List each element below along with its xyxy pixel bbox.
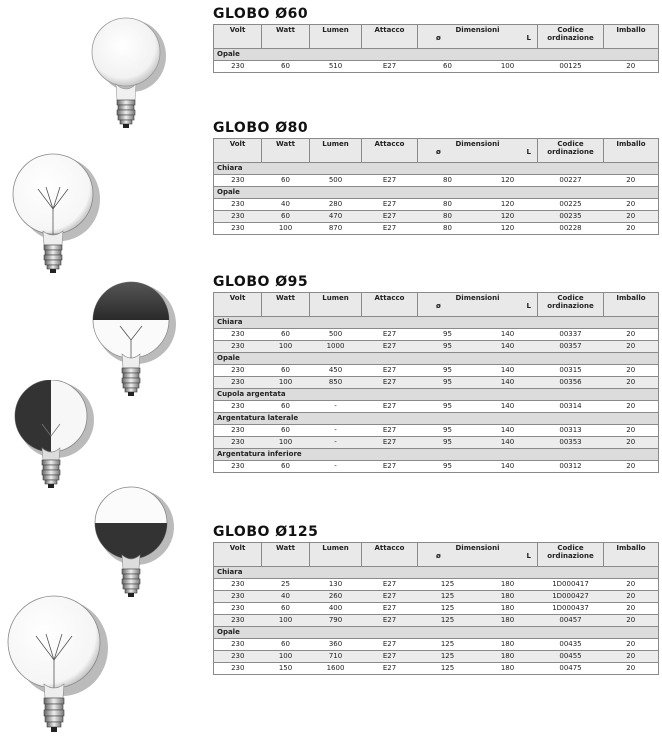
col-header-imballo: Imballo (604, 25, 659, 49)
dimensioni-sub (418, 302, 537, 310)
table-cell: 120 (478, 199, 538, 211)
col-header-imballo: Imballo (604, 139, 659, 163)
header-row (214, 25, 659, 49)
table-row (214, 639, 659, 651)
col-header-dimensioni (418, 25, 538, 49)
category-label: Chiara (214, 317, 659, 329)
table-cell: 230 (214, 615, 262, 627)
table-cell: E27 (362, 61, 418, 73)
length-label: L (526, 552, 531, 560)
table-cell: 00225 (538, 199, 604, 211)
table-cell: 95 (418, 329, 478, 341)
col-header-dimensioni (418, 543, 538, 567)
table-cell: 20 (604, 329, 659, 341)
col-header-dimensioni (418, 293, 538, 317)
table-cell: 95 (418, 377, 478, 389)
col-header-codice: Codice ordinazione (538, 139, 604, 163)
category-row (214, 353, 659, 365)
section-title: GLOBO Ø95 (213, 274, 309, 290)
table-row (214, 663, 659, 675)
table-cell: 20 (604, 223, 659, 235)
table-cell: 230 (214, 663, 262, 675)
table-cell: 60 (262, 425, 310, 437)
col-header-attacco: Attacco (362, 543, 418, 567)
table-cell: 230 (214, 461, 262, 473)
table-cell: 95 (418, 461, 478, 473)
col-header-codice: Codice ordinazione (538, 293, 604, 317)
table-cell: 140 (478, 401, 538, 413)
table-cell: 60 (262, 365, 310, 377)
table-cell: 230 (214, 401, 262, 413)
table-cell: 20 (604, 61, 659, 73)
table-cell: 60 (418, 61, 478, 73)
table-cell: 140 (478, 329, 538, 341)
table-cell: 100 (262, 377, 310, 389)
table-cell: E27 (362, 425, 418, 437)
category-row (214, 449, 659, 461)
table-cell: 140 (478, 341, 538, 353)
table-cell: 500 (310, 175, 362, 187)
length-label: L (526, 302, 531, 310)
table-cell: 500 (310, 329, 362, 341)
diameter-label: ø (436, 552, 441, 560)
table-cell: E27 (362, 175, 418, 187)
table-row (214, 603, 659, 615)
table-cell: 40 (262, 591, 310, 603)
table-cell: 60 (262, 61, 310, 73)
table-cell: 230 (214, 591, 262, 603)
col-header-watt: Watt (262, 543, 310, 567)
table-cell: 850 (310, 377, 362, 389)
section-globo-80 (213, 118, 658, 235)
col-header-dimensioni (418, 139, 538, 163)
category-label: Opale (214, 187, 659, 199)
category-row (214, 389, 659, 401)
col-header-watt: Watt (262, 293, 310, 317)
table-cell: 60 (262, 639, 310, 651)
table-cell: 1D000427 (538, 591, 604, 603)
col-header-lumen: Lumen (310, 139, 362, 163)
category-row (214, 567, 659, 579)
col-header-volt: Volt (214, 25, 262, 49)
dimensioni-sub (418, 552, 537, 560)
table-cell: 870 (310, 223, 362, 235)
table-cell: 00227 (538, 175, 604, 187)
table-row (214, 223, 659, 235)
category-label: Opale (214, 627, 659, 639)
table-row (214, 591, 659, 603)
table-cell: 95 (418, 365, 478, 377)
header-row (214, 293, 659, 317)
table-cell: 180 (478, 651, 538, 663)
table-cell: 230 (214, 223, 262, 235)
header-row (214, 139, 659, 163)
table-cell: 125 (418, 603, 478, 615)
dimensioni-sub (418, 34, 537, 42)
category-label: Chiara (214, 163, 659, 175)
table-cell: 00353 (538, 437, 604, 449)
col-header-watt: Watt (262, 25, 310, 49)
section-title: GLOBO Ø60 (213, 6, 309, 22)
table-cell: 100 (262, 223, 310, 235)
dimensioni-label: Dimensioni (455, 544, 500, 552)
table-cell: 120 (478, 223, 538, 235)
table-cell: 20 (604, 199, 659, 211)
table-cell: 20 (604, 639, 659, 651)
table-cell: 280 (310, 199, 362, 211)
dimensioni-label: Dimensioni (455, 26, 500, 34)
table-cell: 40 (262, 199, 310, 211)
table-cell: E27 (362, 223, 418, 235)
category-row (214, 413, 659, 425)
section-globo-95 (213, 272, 658, 473)
table-cell: 100 (262, 651, 310, 663)
table-cell: 140 (478, 437, 538, 449)
col-header-volt: Volt (214, 543, 262, 567)
table-cell: 20 (604, 579, 659, 591)
col-header-lumen: Lumen (310, 25, 362, 49)
table-cell: E27 (362, 329, 418, 341)
table-cell: 230 (214, 211, 262, 223)
category-label: Chiara (214, 567, 659, 579)
length-label: L (526, 148, 531, 156)
table-cell: 00235 (538, 211, 604, 223)
diameter-label: ø (436, 148, 441, 156)
col-header-codice: Codice ordinazione (538, 543, 604, 567)
table-cell: 180 (478, 663, 538, 675)
table-cell: E27 (362, 341, 418, 353)
table-cell: 20 (604, 603, 659, 615)
col-header-watt: Watt (262, 139, 310, 163)
table-cell: 00313 (538, 425, 604, 437)
table-cell: 360 (310, 639, 362, 651)
table-cell: 180 (478, 603, 538, 615)
table-cell: E27 (362, 579, 418, 591)
table-row (214, 341, 659, 353)
spec-table (213, 292, 659, 473)
table-cell: E27 (362, 199, 418, 211)
table-cell: 00314 (538, 401, 604, 413)
table-cell: 20 (604, 377, 659, 389)
side-silvered-globe-bulb-image (6, 380, 101, 495)
table-cell: 60 (262, 175, 310, 187)
table-cell: 230 (214, 603, 262, 615)
table-cell: 00457 (538, 615, 604, 627)
table-cell: 140 (478, 377, 538, 389)
table-cell: 400 (310, 603, 362, 615)
table-cell: 25 (262, 579, 310, 591)
table-cell: 230 (214, 329, 262, 341)
table-cell: 60 (262, 211, 310, 223)
table-cell: 230 (214, 651, 262, 663)
category-label: Cupola argentata (214, 389, 659, 401)
table-cell: - (310, 401, 362, 413)
table-row (214, 615, 659, 627)
table-cell: 230 (214, 377, 262, 389)
spec-table (213, 24, 659, 73)
table-cell: 20 (604, 437, 659, 449)
col-header-lumen: Lumen (310, 543, 362, 567)
table-row (214, 401, 659, 413)
col-header-volt: Volt (214, 293, 262, 317)
table-row (214, 579, 659, 591)
table-cell: 180 (478, 579, 538, 591)
table-cell: 95 (418, 425, 478, 437)
category-row (214, 163, 659, 175)
col-header-imballo: Imballo (604, 293, 659, 317)
table-row (214, 61, 659, 73)
table-cell: 00337 (538, 329, 604, 341)
table-cell: E27 (362, 437, 418, 449)
table-cell: E27 (362, 591, 418, 603)
table-cell: 20 (604, 615, 659, 627)
table-cell: - (310, 461, 362, 473)
clear-globe-bulb-image (8, 147, 103, 282)
table-cell: E27 (362, 615, 418, 627)
table-cell: 180 (478, 615, 538, 627)
table-row (214, 211, 659, 223)
length-label: L (526, 34, 531, 42)
dimensioni-sub (418, 148, 537, 156)
table-cell: 80 (418, 223, 478, 235)
table-cell: 260 (310, 591, 362, 603)
category-row (214, 317, 659, 329)
col-header-attacco: Attacco (362, 293, 418, 317)
section-globo-60 (213, 4, 658, 73)
table-cell: 1D000417 (538, 579, 604, 591)
table-cell: 20 (604, 663, 659, 675)
section-globo-125 (213, 522, 658, 675)
col-header-attacco: Attacco (362, 25, 418, 49)
table-cell: E27 (362, 639, 418, 651)
table-cell: 1D000437 (538, 603, 604, 615)
table-cell: 60 (262, 461, 310, 473)
table-cell: 80 (418, 211, 478, 223)
table-cell: 180 (478, 639, 538, 651)
table-cell: 20 (604, 425, 659, 437)
table-cell: 60 (262, 401, 310, 413)
large-clear-globe-bulb-image (2, 590, 112, 740)
table-cell: 790 (310, 615, 362, 627)
category-row (214, 627, 659, 639)
section-title: GLOBO Ø125 (213, 524, 319, 540)
col-header-imballo: Imballo (604, 543, 659, 567)
table-row (214, 199, 659, 211)
table-cell: E27 (362, 401, 418, 413)
table-cell: 180 (478, 591, 538, 603)
table-cell: 00312 (538, 461, 604, 473)
section-title: GLOBO Ø80 (213, 120, 309, 136)
table-cell: 450 (310, 365, 362, 377)
bottom-silvered-globe-bulb-image (86, 485, 181, 605)
category-label: Argentatura laterale (214, 413, 659, 425)
table-cell: 125 (418, 651, 478, 663)
table-cell: 80 (418, 175, 478, 187)
table-cell: 00455 (538, 651, 604, 663)
table-row (214, 425, 659, 437)
table-row (214, 461, 659, 473)
table-cell: - (310, 437, 362, 449)
col-header-volt: Volt (214, 139, 262, 163)
category-row (214, 49, 659, 61)
table-cell: 230 (214, 175, 262, 187)
table-cell: 1000 (310, 341, 362, 353)
col-header-attacco: Attacco (362, 139, 418, 163)
table-cell: 100 (262, 615, 310, 627)
table-cell: 710 (310, 651, 362, 663)
table-cell: E27 (362, 461, 418, 473)
table-cell: 125 (418, 579, 478, 591)
table-cell: 230 (214, 365, 262, 377)
table-cell: 510 (310, 61, 362, 73)
category-label: Opale (214, 353, 659, 365)
table-cell: 230 (214, 579, 262, 591)
table-cell: 130 (310, 579, 362, 591)
table-cell: E27 (362, 377, 418, 389)
table-cell: 20 (604, 461, 659, 473)
table-cell: 00125 (538, 61, 604, 73)
table-cell: 100 (262, 437, 310, 449)
table-cell: 20 (604, 651, 659, 663)
dimensioni-label: Dimensioni (455, 140, 500, 148)
table-cell: 95 (418, 437, 478, 449)
table-cell: 00315 (538, 365, 604, 377)
table-row (214, 365, 659, 377)
category-row (214, 187, 659, 199)
table-cell: 230 (214, 341, 262, 353)
table-row (214, 377, 659, 389)
table-cell: - (310, 425, 362, 437)
table-cell: 00228 (538, 223, 604, 235)
diameter-label: ø (436, 302, 441, 310)
table-cell: 1600 (310, 663, 362, 675)
table-cell: E27 (362, 365, 418, 377)
table-cell: 230 (214, 425, 262, 437)
table-cell: 20 (604, 365, 659, 377)
table-cell: 95 (418, 401, 478, 413)
table-cell: E27 (362, 603, 418, 615)
table-cell: 125 (418, 591, 478, 603)
table-cell: 100 (478, 61, 538, 73)
table-cell: 125 (418, 615, 478, 627)
table-cell: 20 (604, 211, 659, 223)
table-cell: E27 (362, 651, 418, 663)
table-cell: 140 (478, 461, 538, 473)
table-cell: 60 (262, 329, 310, 341)
table-cell: 230 (214, 199, 262, 211)
category-label: Argentatura inferiore (214, 449, 659, 461)
table-row (214, 651, 659, 663)
table-cell: 470 (310, 211, 362, 223)
table-cell: 00357 (538, 341, 604, 353)
table-cell: 230 (214, 61, 262, 73)
spec-table (213, 542, 659, 675)
table-row (214, 437, 659, 449)
table-cell: 140 (478, 365, 538, 377)
table-cell: 00356 (538, 377, 604, 389)
table-cell: 20 (604, 175, 659, 187)
table-cell: 230 (214, 639, 262, 651)
table-cell: 125 (418, 663, 478, 675)
table-cell: 20 (604, 341, 659, 353)
table-cell: 95 (418, 341, 478, 353)
col-header-lumen: Lumen (310, 293, 362, 317)
table-row (214, 329, 659, 341)
table-cell: 125 (418, 639, 478, 651)
table-cell: E27 (362, 663, 418, 675)
opal-globe-bulb-image (88, 14, 168, 144)
table-cell: 230 (214, 437, 262, 449)
table-cell: 20 (604, 591, 659, 603)
table-cell: 140 (478, 425, 538, 437)
table-cell: 150 (262, 663, 310, 675)
table-cell: 20 (604, 401, 659, 413)
diameter-label: ø (436, 34, 441, 42)
table-cell: E27 (362, 211, 418, 223)
table-row (214, 175, 659, 187)
header-row (214, 543, 659, 567)
table-cell: 00435 (538, 639, 604, 651)
spec-table (213, 138, 659, 235)
table-cell: 120 (478, 211, 538, 223)
table-cell: 100 (262, 341, 310, 353)
col-header-codice: Codice ordinazione (538, 25, 604, 49)
dimensioni-label: Dimensioni (455, 294, 500, 302)
table-cell: 00475 (538, 663, 604, 675)
table-cell: 80 (418, 199, 478, 211)
table-cell: 60 (262, 603, 310, 615)
table-cell: 120 (478, 175, 538, 187)
category-label: Opale (214, 49, 659, 61)
